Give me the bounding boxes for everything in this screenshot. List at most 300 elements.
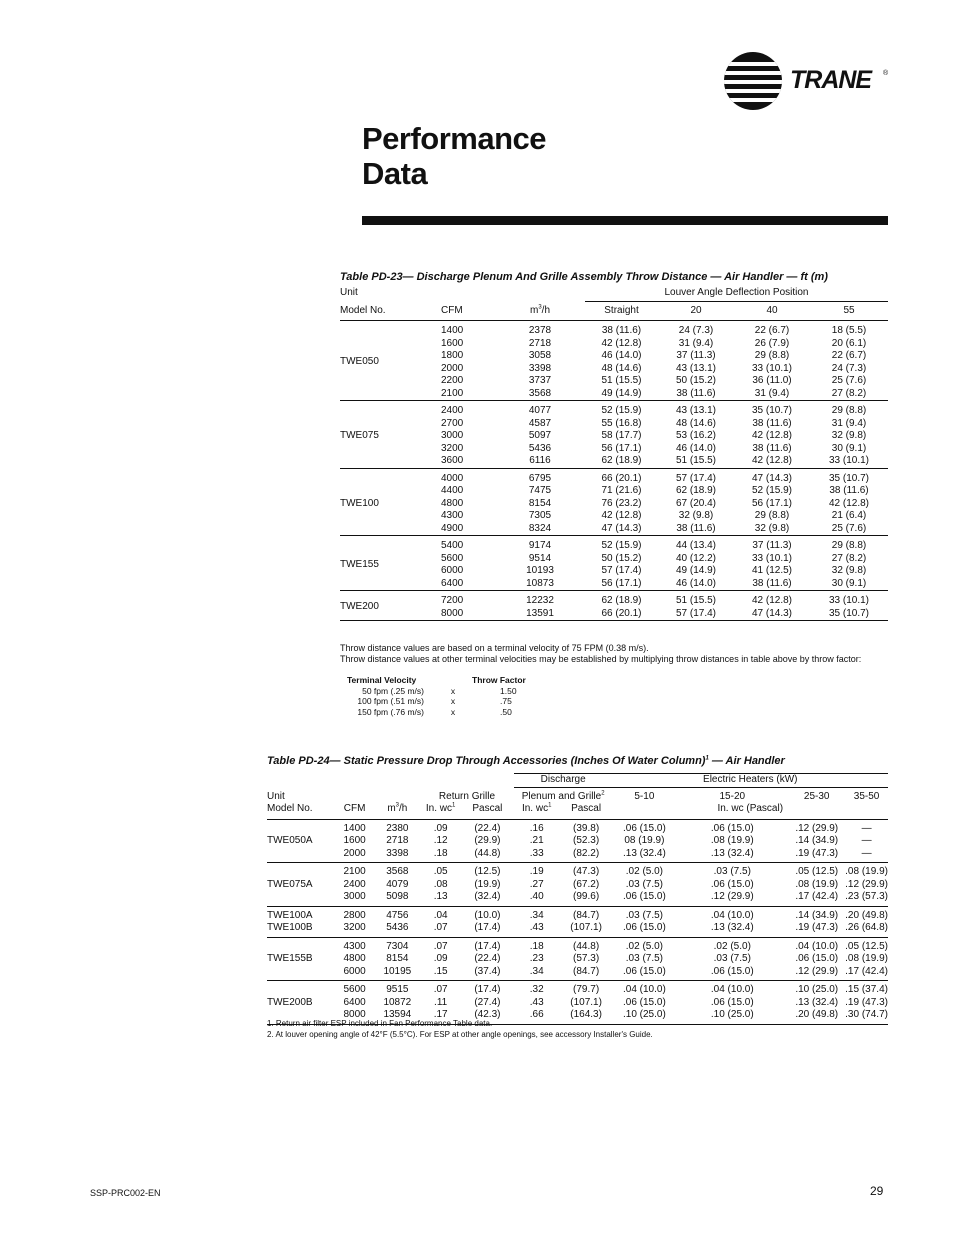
pd24-eh-5-10-cell: .02 (5.0) — [625, 940, 664, 952]
pd24-eh-25-30-cell: .12 (29.9) — [795, 822, 839, 834]
pd23-deg20-cell: 46 (14.0) — [675, 577, 717, 589]
pd24-eh-25-30-cell: .05 (12.5) — [795, 866, 839, 877]
pd23-deg20-cell: 46 (14.0) — [675, 442, 717, 454]
pd24-pg-pascal-cell: (99.6) — [573, 891, 600, 902]
pd23-header-straight: Straight — [585, 302, 658, 321]
pd24-cfm-cell: 8000 — [343, 1009, 366, 1020]
pd23-header-unit: Unit — [340, 287, 358, 298]
pd23-deg40-cell: 37 (11.3) — [752, 540, 792, 551]
pd24-eh-5-10-cell: .03 (7.5) — [625, 909, 664, 921]
pd23-deg55-cell: 38 (11.6) — [829, 485, 869, 496]
pd24-rg-inwc-cell: .05 — [433, 866, 448, 877]
pd23-m3h-cell: 13591 — [526, 607, 554, 619]
pd23-m3h-cell: 10873 — [526, 577, 554, 589]
pd24-eh-15-20-cell: .08 (19.9) — [710, 835, 754, 846]
pd24-eh-35-50-cell: .12 (29.9) — [845, 878, 888, 890]
pd24-model-cell — [267, 819, 335, 835]
table-row — [267, 848, 888, 863]
pd24-rg-inwc-cell: .11 — [434, 996, 448, 1008]
pd24-cfm-cell: 6000 — [343, 965, 366, 977]
pd24-eh-35-50-cell: — — [861, 847, 872, 859]
pd24-model-cell: TWE050A — [267, 835, 313, 846]
pd24-m3h-cell: 10872 — [383, 996, 412, 1008]
pd23-header-m3h: $m^3/h$ — [495, 302, 585, 321]
pd23-cfm-cell: 3200 — [441, 442, 464, 454]
pd24-m3h-cell: 2380 — [386, 822, 409, 834]
pd24-rg-inwc-cell: .07 — [433, 940, 448, 952]
pd24-pg-inwc-cell: .40 — [529, 891, 544, 902]
pd23-m3h-cell: 3568 — [528, 387, 552, 399]
pd24-pg-pascal-cell: (67.2) — [573, 878, 600, 890]
table-row — [267, 879, 888, 892]
pd23-group-twe075 — [340, 401, 888, 469]
tv-cell: .75 — [500, 696, 512, 706]
trane-logo — [724, 52, 888, 116]
pd24-eh-15-20-cell: .12 (29.9) — [710, 891, 754, 902]
pd23-straight-cell: 50 (15.2) — [601, 552, 642, 564]
pd23-m3h-cell: 3058 — [528, 350, 552, 361]
pd23-straight-cell: 42 (12.8) — [601, 337, 642, 349]
table-pd24 — [267, 773, 888, 1025]
pd24-cfm-cell: 2800 — [343, 909, 366, 921]
pd24-header-25-30: 25-30 — [803, 790, 830, 802]
pd23-deg40-cell: 26 (7.9) — [754, 337, 790, 349]
tv-cell: 1.50 — [500, 685, 517, 696]
pd23-deg40-cell: 47 (14.3) — [751, 472, 793, 484]
pd24-rg-inwc-cell: .04 — [433, 909, 448, 921]
pd24-pg-pascal-cell: (79.7) — [573, 984, 600, 995]
pd24-eh-35-50-cell: — — [861, 835, 872, 846]
pd24-m3h-cell: 3398 — [386, 847, 409, 859]
pd23-deg20-cell: 44 (13.4) — [675, 540, 717, 551]
pd23-straight-cell: 57 (17.4) — [601, 565, 642, 576]
pd23-deg40-cell: 38 (11.6) — [752, 577, 792, 589]
pd23-straight-cell: 66 (20.1) — [601, 472, 642, 484]
pd23-m3h-cell: 6795 — [528, 472, 552, 484]
pd23-deg55-cell: 32 (9.8) — [831, 430, 867, 441]
pd24-eh-25-30-cell: .14 (34.9) — [795, 835, 839, 846]
pd23-straight-cell: 38 (11.6) — [601, 325, 642, 336]
pd23-cfm-cell: 4900 — [441, 522, 464, 534]
tv-cell: 100 fpm (.51 m/s) — [357, 696, 424, 706]
brand-name: TRANE — [790, 66, 872, 94]
pd23-deg55-cell: 25 (7.6) — [831, 522, 867, 534]
pd23-deg40-cell: 32 (9.8) — [754, 522, 790, 534]
pd23-m3h-cell: 8154 — [528, 497, 552, 509]
tv-cell: 150 fpm (.76 m/s) — [357, 706, 424, 717]
pd24-pg-inwc-cell: .43 — [529, 996, 544, 1008]
table-row — [267, 953, 888, 966]
pd24-eh-35-50-cell: .08 (19.9) — [845, 953, 888, 964]
table-row — [267, 863, 888, 879]
pd23-m3h-cell: 9514 — [528, 552, 552, 564]
pd24-model-cell — [267, 848, 335, 863]
pd24-cfm-cell: 4800 — [343, 953, 366, 964]
pd24-eh-35-50-cell: .17 (42.4) — [845, 965, 888, 977]
pd24-eh-15-20-cell: .06 (15.0) — [710, 996, 754, 1008]
pd24-header-unit: Unit — [267, 790, 285, 802]
pd23-straight-cell: 56 (17.1) — [601, 577, 642, 589]
pd24-rg-inwc-cell: .09 — [433, 822, 448, 834]
pd23-deg40-cell: 33 (10.1) — [751, 552, 793, 564]
pd23-straight-cell: 58 (17.7) — [601, 430, 642, 441]
pd23-deg40-cell: 42 (12.8) — [751, 430, 793, 441]
pd24-header-5-10: 5-10 — [634, 790, 655, 802]
pd23-deg20-cell: 43 (13.1) — [675, 405, 717, 416]
pd24-eh-35-50-cell: .19 (47.3) — [845, 996, 888, 1008]
pd24-eh-15-20-cell: .04 (10.0) — [710, 909, 754, 921]
tf-header: Throw Factor — [472, 675, 526, 685]
pd23-straight-cell: 62 (18.9) — [601, 595, 642, 606]
table-row — [267, 981, 888, 997]
pd23-m3h-cell: 6116 — [529, 455, 551, 466]
pd24-rg-inwc-cell: .07 — [433, 984, 448, 995]
pd23-deg20-cell: 50 (15.2) — [675, 375, 717, 386]
pd24-eh-25-30-cell: .12 (29.9) — [795, 965, 839, 977]
table-row — [340, 321, 888, 338]
pd24-eh-25-30-cell: .17 (42.4) — [795, 891, 839, 902]
pd23-m3h-cell: 7475 — [528, 485, 552, 496]
pd23-cfm-cell: 6400 — [441, 577, 464, 589]
pd24-pg-inwc-cell: .66 — [529, 1009, 544, 1020]
table-row — [267, 906, 888, 922]
pd23-straight-cell: 48 (14.6) — [601, 362, 642, 374]
pd24-pg-pascal-cell: (164.3) — [570, 1009, 602, 1020]
pd24-m3h-cell: 9515 — [386, 984, 409, 995]
pd23-deg20-cell: 32 (9.8) — [678, 510, 714, 521]
pd24-cfm-cell: 3200 — [343, 922, 366, 933]
pd24-rg-pascal-cell: (22.4) — [474, 822, 501, 834]
pd24-eh-35-50-cell: .08 (19.9) — [845, 866, 888, 877]
pd24-eh-15-20-cell: .06 (15.0) — [710, 822, 754, 834]
pd23-m3h-cell: 4587 — [528, 417, 552, 429]
tv-header: Terminal Velocity — [347, 675, 417, 685]
pd24-group-twe155b — [267, 937, 888, 981]
table-row — [267, 891, 888, 906]
pd24-eh-35-50-cell: — — [861, 822, 872, 834]
pd23-deg55-cell: 24 (7.3) — [831, 362, 867, 374]
pd23-deg55-cell: 35 (10.7) — [828, 472, 870, 484]
pd23-deg40-cell: 22 (6.7) — [754, 325, 790, 336]
pd23-straight-cell: 51 (15.5) — [601, 375, 642, 386]
pd23-deg20-cell: 49 (14.9) — [675, 565, 717, 576]
pd23-m3h-cell: 7305 — [528, 510, 552, 521]
pd24-m3h-cell: 5436 — [386, 922, 409, 933]
pd23-cfm-cell: 2000 — [441, 362, 464, 374]
pd23-deg55-cell: 27 (8.2) — [831, 552, 867, 564]
pd24-cfm-cell: 6400 — [343, 996, 366, 1008]
pd23-deg55-cell: 30 (9.1) — [831, 577, 867, 589]
pd23-cfm-cell: 3000 — [441, 430, 464, 441]
pd24-eh-5-10-cell: .06 (15.0) — [622, 965, 666, 977]
pd23-cfm-cell: 8000 — [441, 607, 464, 619]
pd24-eh-5-10-cell: .03 (7.5) — [625, 953, 664, 964]
pd24-eh-25-30-cell: .04 (10.0) — [795, 940, 839, 952]
pd23-deg55-cell: 18 (5.5) — [831, 325, 867, 336]
pd23-straight-cell: 52 (15.9) — [601, 405, 642, 416]
pd24-eh-5-10-cell: .03 (7.5) — [625, 878, 664, 890]
pd23-cfm-cell: 2400 — [441, 405, 464, 416]
pd24-eh-35-50-cell: .23 (57.3) — [845, 891, 888, 902]
pd23-header-model: Model No. — [340, 302, 441, 321]
pd23-note-1: Throw distance values are based on a terminal velocity of 75 FPM (0.38 m/s). — [340, 643, 649, 653]
pd24-model-cell — [267, 981, 335, 997]
pd23-deg20-cell: 37 (11.3) — [676, 350, 716, 361]
pd24-model-cell: TWE155B — [267, 953, 313, 964]
pd23-deg55-cell: 35 (10.7) — [828, 607, 870, 619]
table-row — [267, 819, 888, 835]
pd24-header-model: Model No. — [267, 803, 313, 814]
pd24-rg-pascal-cell: (22.4) — [474, 953, 501, 964]
pd23-cfm-cell: 5600 — [441, 552, 464, 564]
pd23-notes — [340, 643, 888, 665]
pd24-m3h-cell: 4079 — [386, 878, 409, 890]
pd23-deg40-cell: 29 (8.8) — [754, 510, 790, 521]
pd23-deg40-cell: 35 (10.7) — [751, 405, 793, 416]
pd24-group-twe100a — [267, 906, 888, 937]
pd23-deg20-cell: 51 (15.5) — [675, 595, 717, 606]
pd24-eh-5-10-cell: .06 (15.0) — [622, 922, 666, 933]
pd23-deg40-cell: 42 (12.8) — [751, 455, 793, 466]
pd24-rg-inwc-cell: .13 — [433, 891, 448, 902]
pd23-deg55-cell: 33 (10.1) — [828, 455, 870, 466]
pd23-cfm-cell: 7200 — [441, 595, 464, 606]
pd23-deg20-cell: 48 (14.6) — [675, 417, 717, 429]
table-row — [340, 686, 548, 697]
pd23-m3h-cell: 8324 — [528, 522, 552, 534]
pd24-header-electric-heaters: Electric Heaters (kW) — [613, 774, 888, 788]
pd23-group-twe155 — [340, 536, 888, 591]
pd24-eh-5-10-cell: .06 (15.0) — [622, 891, 666, 902]
pd23-cfm-cell: 2700 — [441, 417, 464, 429]
pd24-m3h-cell: 4756 — [386, 909, 409, 921]
pd24-rg-pascal-cell: (32.4) — [474, 891, 501, 902]
pd24-eh-35-50-cell: .26 (64.8) — [845, 922, 888, 933]
pd23-model-cell: TWE050 — [340, 356, 379, 368]
pd24-eh-5-10-cell: .04 (10.0) — [622, 984, 666, 995]
pd24-eh-15-20-cell: .03 (7.5) — [713, 866, 751, 877]
pd24-rg-inwc-cell: .12 — [433, 835, 448, 846]
pd24-rg-pascal-cell: (29.9) — [474, 835, 501, 846]
pd24-pg-pascal-cell: (84.7) — [573, 965, 600, 977]
pd24-pg-inwc-cell: .23 — [529, 953, 544, 964]
pd23-cfm-cell: 4300 — [441, 510, 464, 521]
pd24-pg-pascal-cell: (44.8) — [573, 940, 600, 952]
pd24-group-twe050a — [267, 819, 888, 863]
pd24-m3h-cell: 5098 — [386, 891, 409, 902]
pd24-model-cell: TWE100B — [267, 922, 313, 933]
table-row — [340, 591, 888, 608]
pd24-eh-15-20-cell: .03 (7.5) — [713, 953, 751, 964]
pd23-group-twe100 — [340, 468, 888, 536]
pd23-deg20-cell: 24 (7.3) — [678, 325, 714, 336]
pd24-model-cell: TWE200B — [267, 996, 313, 1008]
pd23-cfm-cell: 2200 — [441, 375, 464, 386]
pd23-header-55: 55 — [810, 302, 888, 321]
pd24-m3h-cell: 13594 — [383, 1009, 412, 1020]
pd24-cfm-cell: 5600 — [343, 984, 366, 995]
pd23-deg55-cell: 21 (6.4) — [831, 510, 867, 521]
pd24-pg-inwc-cell: .33 — [529, 847, 544, 859]
table-row — [340, 696, 548, 707]
pd24-pg-inwc-cell: .19 — [529, 866, 544, 877]
pd24-header-inwc-pascal: In. wc (Pascal) — [717, 803, 784, 814]
pd24-rg-pascal-cell: (10.0) — [474, 909, 501, 921]
pd24-eh-15-20-cell: .06 (15.0) — [710, 965, 754, 977]
pd24-eh-35-50-cell: .30 (74.7) — [845, 1009, 888, 1020]
pd23-deg40-cell: 31 (9.4) — [754, 387, 790, 399]
pd23-cfm-cell: 1600 — [441, 337, 464, 349]
pd23-straight-cell: 62 (18.9) — [601, 455, 642, 466]
pd24-eh-25-30-cell: .19 (47.3) — [795, 922, 839, 933]
pd24-eh-5-10-cell: 08 (19.9) — [624, 835, 665, 846]
pd24-pg-pascal-cell: (82.2) — [573, 847, 600, 859]
pd23-deg55-cell: 33 (10.1) — [828, 595, 870, 606]
pd23-cfm-cell: 1800 — [441, 350, 464, 361]
pd23-model-cell: TWE075 — [340, 430, 379, 441]
pd24-cfm-cell: 4300 — [343, 940, 366, 952]
pd23-deg20-cell: 40 (12.2) — [675, 552, 717, 564]
pd24-cfm-cell: 2000 — [343, 847, 366, 859]
tv-cell: .50 — [500, 706, 512, 717]
pd24-pg-pascal-cell: (84.7) — [573, 909, 600, 921]
table-row — [267, 937, 888, 953]
pd23-deg40-cell: 42 (12.8) — [751, 595, 793, 606]
pd24-m3h-cell: 10195 — [383, 965, 412, 977]
pd24-pg-inwc-cell: .43 — [529, 922, 544, 933]
pd23-m3h-cell: 10193 — [526, 565, 554, 576]
pd23-deg55-cell: 42 (12.8) — [828, 497, 870, 509]
pd24-rg-pascal-cell: (17.4) — [474, 940, 501, 952]
pd23-m3h-cell: 12232 — [526, 595, 554, 606]
pd23-deg55-cell: 27 (8.2) — [831, 387, 867, 399]
throw-factor-table — [340, 675, 548, 717]
pd24-header-15-20: 15-20 — [719, 790, 746, 802]
pd24-cfm-cell: 3000 — [343, 891, 366, 902]
pd24-eh-25-30-cell: .14 (34.9) — [795, 909, 839, 921]
page-number: 29 — [870, 1184, 884, 1198]
pd24-rg-inwc-cell: .09 — [433, 953, 448, 964]
pd23-header-20: 20 — [658, 302, 734, 321]
pd23-deg20-cell: 53 (16.2) — [675, 430, 717, 441]
pd23-straight-cell: 71 (21.6) — [601, 485, 642, 496]
pd24-pg-pascal-cell: (52.3) — [573, 835, 600, 846]
pd24-eh-35-50-cell: .20 (49.8) — [845, 909, 888, 921]
pd24-pg-inwc-cell: .27 — [529, 878, 544, 890]
pd23-deg55-cell: 31 (9.4) — [831, 417, 867, 429]
pd24-m3h-cell: 2718 — [386, 835, 409, 846]
pd23-deg40-cell: 47 (14.3) — [751, 607, 793, 619]
pd24-rg-inwc-cell: .15 — [433, 965, 448, 977]
pd24-header-pg-inwc: In. $wc^1$ — [521, 802, 552, 814]
table-row — [267, 966, 888, 981]
table-row — [340, 707, 548, 718]
pd23-m3h-cell: 3737 — [528, 375, 552, 386]
pd24-rg-pascal-cell: (17.4) — [474, 984, 501, 995]
pd24-model-cell: TWE075A — [267, 878, 313, 890]
pd24-cfm-cell: 1400 — [343, 822, 366, 834]
pd23-deg20-cell: 51 (15.5) — [675, 455, 717, 466]
pd23-deg40-cell: 36 (11.0) — [752, 375, 792, 386]
pd23-deg55-cell: 29 (8.8) — [831, 405, 867, 416]
pd24-header-pg-pascal: Pascal — [571, 803, 602, 814]
pd23-model-cell: TWE200 — [340, 601, 379, 613]
pd24-model-cell — [267, 937, 335, 953]
pd24-eh-5-10-cell: .06 (15.0) — [622, 822, 666, 834]
pd23-straight-cell: 47 (14.3) — [601, 522, 642, 534]
pd24-rg-inwc-cell: .17 — [433, 1009, 448, 1020]
pd24-m3h-cell: 7304 — [386, 940, 409, 952]
pd24-rg-inwc-cell: .07 — [433, 922, 448, 933]
pd23-header-cfm: CFM — [441, 302, 495, 321]
pd24-rg-inwc-cell: .08 — [433, 878, 448, 890]
table-row — [267, 922, 888, 937]
pd23-deg40-cell: 29 (8.8) — [754, 350, 790, 361]
tv-cell: x — [450, 685, 456, 696]
pd24-pg-inwc-cell: .34 — [529, 909, 544, 921]
pd23-group-twe050 — [340, 321, 888, 401]
pd24-model-cell: TWE100A — [267, 909, 313, 921]
pd23-deg55-cell: 22 (6.7) — [831, 350, 867, 361]
pd24-footnote-1: 1. Return air filter ESP included in Fan Performance Table data. — [267, 1019, 493, 1028]
pd23-cfm-cell: 4000 — [441, 472, 464, 484]
pd23-cfm-cell: 6000 — [441, 565, 464, 576]
pd23-deg20-cell: 62 (18.9) — [675, 485, 717, 496]
pd24-pg-inwc-cell: .21 — [529, 835, 544, 846]
pd24-header-discharge: Discharge — [514, 774, 613, 788]
pd23-deg20-cell: 57 (17.4) — [675, 607, 717, 619]
pd24-footnotes — [267, 1018, 653, 1040]
pd23-deg20-cell: 38 (11.6) — [676, 387, 716, 399]
pd24-pg-pascal-cell: (39.8) — [573, 822, 600, 834]
pd23-cfm-cell: 4800 — [441, 497, 464, 509]
pd24-pg-pascal-cell: (107.1) — [570, 922, 602, 933]
pd24-eh-25-30-cell: .08 (19.9) — [795, 878, 839, 890]
pd24-eh-25-30-cell: .10 (25.0) — [795, 984, 839, 995]
pd23-m3h-cell: 5097 — [528, 430, 552, 441]
pd23-deg55-cell: 29 (8.8) — [831, 540, 867, 551]
registered-mark: ® — [883, 70, 889, 77]
pd24-eh-25-30-cell: .06 (15.0) — [795, 953, 839, 964]
pd23-cfm-cell: 4400 — [441, 485, 464, 496]
table-pd23-caption: Table PD-23— Discharge Plenum And Grille Assembly Throw Distance — Air Handler — ft (m) — [340, 271, 828, 283]
tv-cell: 50 fpm (.25 m/s) — [362, 685, 424, 696]
pd24-eh-5-10-cell: .02 (5.0) — [625, 866, 664, 877]
pd24-rg-pascal-cell: (17.4) — [474, 922, 501, 933]
table-row — [267, 997, 888, 1010]
pd24-eh-15-20-cell: .13 (32.4) — [710, 922, 754, 933]
pd23-cfm-cell: 5400 — [441, 540, 464, 551]
pd24-model-cell — [267, 966, 335, 981]
pd23-cfm-cell: 1400 — [441, 325, 464, 336]
table-row — [340, 468, 888, 485]
trane-globe-icon — [724, 52, 782, 110]
pd24-m3h-cell: 3568 — [386, 866, 409, 877]
pd24-rg-pascal-cell: (42.3) — [474, 1009, 501, 1020]
pd24-pg-inwc-cell: .34 — [529, 965, 544, 977]
pd24-eh-35-50-cell: .15 (37.4) — [845, 984, 888, 995]
pd24-pg-inwc-cell: .18 — [529, 940, 544, 952]
pd23-m3h-cell: 2378 — [528, 325, 552, 336]
pd23-deg55-cell: 25 (7.6) — [831, 375, 867, 386]
pd23-deg20-cell: 57 (17.4) — [675, 472, 717, 484]
pd24-cfm-cell: 2400 — [343, 878, 366, 890]
pd24-rg-pascal-cell: (27.4) — [474, 996, 501, 1008]
pd24-model-cell — [267, 891, 335, 906]
pd23-note-2: Throw distance values at other terminal velocities may be established by multiplying throw distances in table above by throw factor: — [340, 654, 862, 664]
pd23-model-cell: TWE100 — [340, 497, 379, 509]
pd23-deg55-cell: 20 (6.1) — [831, 337, 867, 349]
